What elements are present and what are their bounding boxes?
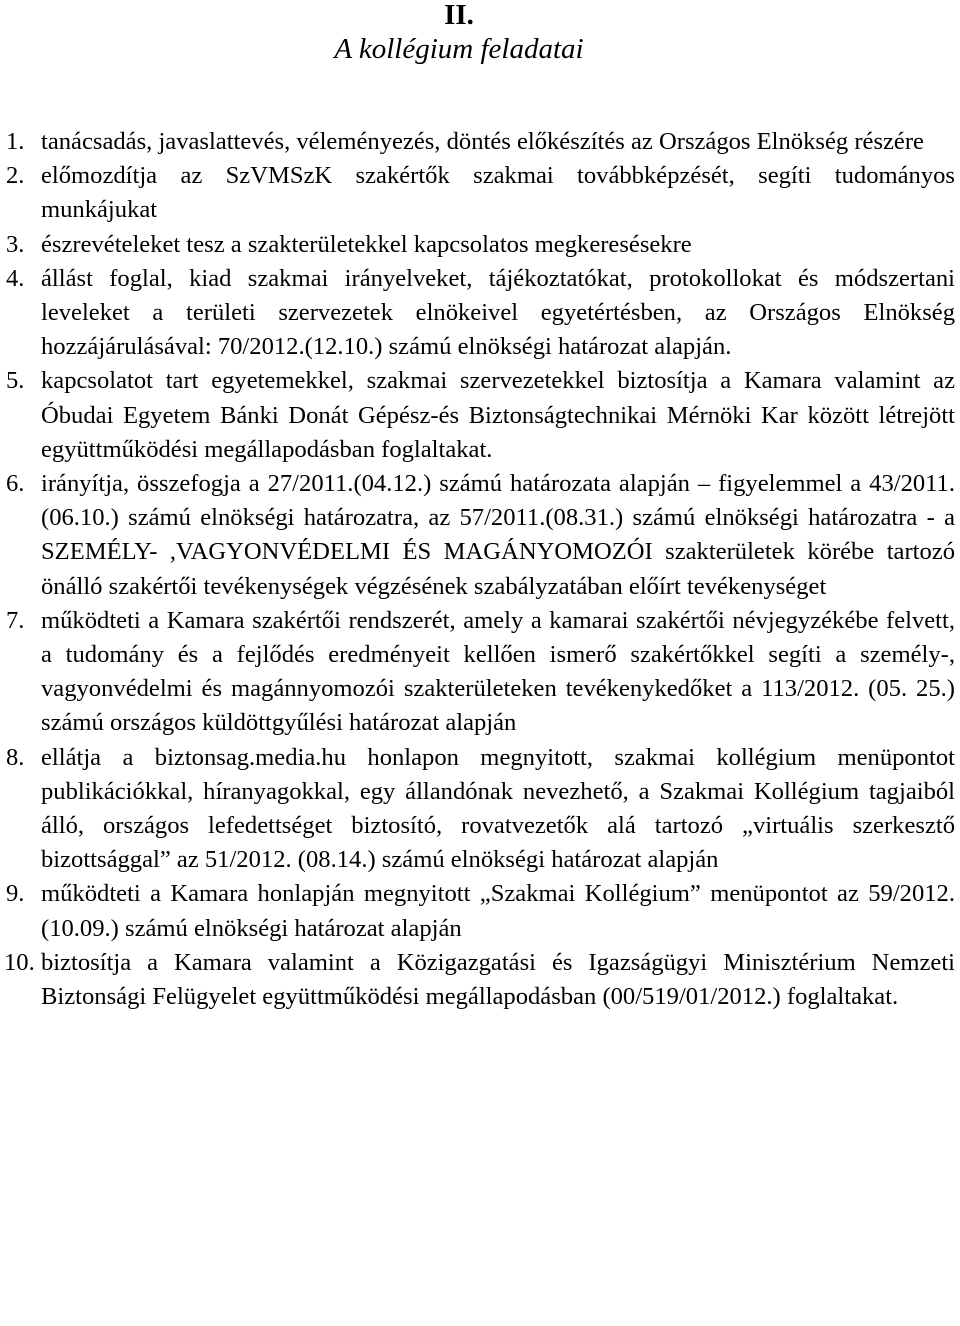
item-text: működteti a Kamara honlapján megnyitott „Szakmai Kollégium” menüpontot az 59/2012.(10.09.) számú elnökségi határozat alapján xyxy=(41,880,955,942)
item-text: irányítja, összefogja a 27/2011.(04.12.) számú határozata alapján – figyelemmel a 43/2011.(06.10.) számú elnökségi határozatra, az 57/2011.(08.31.) számú elnökségi határozatra - a SZEMÉLY- ,VAGYONVÉDELMI ÉS MAGÁNYOMOZÓI szakterületek körébe tartozó önálló szakértői tevékenységek végzésének szabályzatában előírt tevékenységet xyxy=(41,470,955,600)
item-number: 9. xyxy=(6,880,25,908)
item-number: 10. xyxy=(4,948,35,976)
item-text: állást foglal, kiad szakmai irányelveket, tájékoztatókat, protokollokat és módszertani leveleket a területi szervezetek elnökeivel egyetértésben, az Országos Elnökség hozzájárulásával: 70/2012.(12.10.) számú elnökségi határozat alapján. xyxy=(41,264,955,361)
list-item xyxy=(0,877,955,945)
list-item xyxy=(0,228,955,262)
list-item xyxy=(0,262,955,365)
duties-list xyxy=(0,125,960,1014)
item-number: 1. xyxy=(6,128,25,155)
item-number: 8. xyxy=(6,743,25,771)
item-text: előmozdítja az SzVMSzK szakértők szakmai továbbképzését, segíti tudományos munkájukat xyxy=(41,162,955,224)
list-item xyxy=(0,125,955,159)
item-number: 3. xyxy=(6,230,25,258)
list-item xyxy=(0,741,955,878)
item-text: kapcsolatot tart egyetemekkel, szakmai szervezetekkel biztosítja a Kamara valamint az Óbudai Egyetem Bánki Donát Gépész-és Biztonságtechnikai Mérnöki Kar között létrejött együttműködési megállapodásban foglaltakat. xyxy=(41,367,955,463)
list-item xyxy=(0,159,955,227)
item-text: biztosítja a Kamara valamint a Közigazgatási és Igazságügyi Minisztérium Nemzeti Biztonsági Felügyelet együttműködési megállapodásban (00/519/01/2012.) foglaltakat. xyxy=(41,948,955,1011)
list-item xyxy=(0,364,955,467)
item-number: 2. xyxy=(6,162,25,190)
item-text: észrevételeket tesz a szakterületekkel kapcsolatos megkeresésekre xyxy=(41,230,692,258)
item-text: ellátja a biztonsag.media.hu honlapon megnyitott, szakmai kollégium menüpontot publikációkkal, híranyagokkal, egy állandónak nevezhető, a Szakmai Kollégium tagjaiból álló, országos lefedettséget biztosító, rovatvezetők alá tartozó „virtuális szerkesztő bizottsággal” az 51/2012. (08.14.) számú elnökségi határozat alapján xyxy=(41,743,955,874)
list-item xyxy=(0,946,955,1014)
item-number: 7. xyxy=(6,606,25,634)
item-text: tanácsadás, javaslattevés, véleményezés, döntés előkészítés az Országos Elnökség részére xyxy=(41,128,924,155)
item-number: 4. xyxy=(6,264,25,292)
section-title: A kollégium feladatai xyxy=(334,33,584,65)
list-item xyxy=(0,604,955,741)
item-text: működteti a Kamara szakértői rendszerét, amely a kamarai szakértői névjegyzékébe felvett, a tudomány és a fejlődés eredményeit kellően ismerő szakértőkkel segíti a személy-, vagyonvédelmi és magánnyomozói szakterületeken tevékenykedőket a 113/2012. (05. 25.) számú országos küldöttgyűlési határozat alapján xyxy=(41,606,955,737)
item-number: 5. xyxy=(6,367,25,395)
list-item xyxy=(0,467,955,604)
item-number: 6. xyxy=(6,470,25,498)
section-number: II. xyxy=(444,0,474,31)
